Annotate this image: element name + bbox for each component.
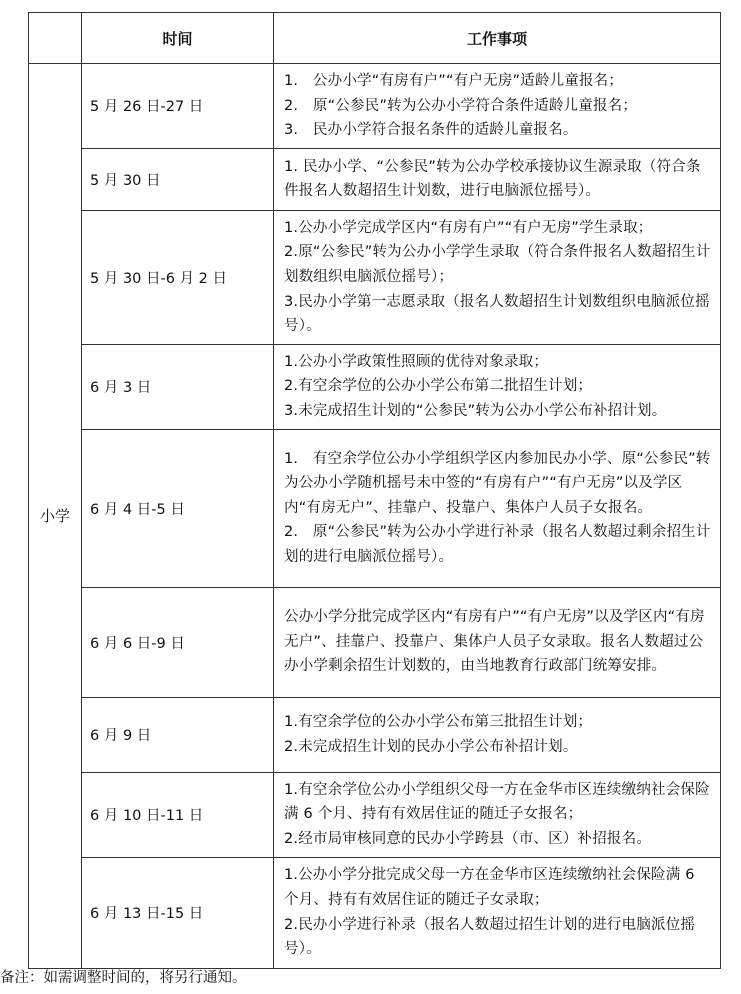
time-cell: 5 月 26 日-27 日 — [82, 64, 274, 149]
items-cell — [274, 148, 721, 210]
time-cell: 5 月 30 日 — [82, 148, 274, 210]
table-header-row — [29, 13, 721, 64]
item-line: 1.有空余学位的公办小学公布第三批招生计划； — [284, 713, 593, 730]
table-row — [29, 210, 721, 344]
item-line: 3. 民办小学符合报名条件的适龄儿童报名。 — [284, 122, 578, 139]
time-cell: 6 月 6 日-9 日 — [82, 587, 274, 697]
item-line: 2. 原“公参民”转为公办小学进行补录（报名人数超过剩余招生计划的进行电脑派位摇号）。 — [284, 524, 711, 565]
items-cell — [274, 64, 721, 149]
item-line: 1. 有空余学位公办小学组织学区内参加民办小学、原“公参民”转为公办小学随机摇号未中签的“有房有户”“有户无房”以及学区内“有房无户”、挂靠户、投靠户、集体户人员子女报名。 — [284, 450, 711, 516]
table-row — [29, 429, 721, 587]
items-cell — [274, 344, 721, 429]
items-cell — [274, 697, 721, 772]
item-line: 2.经市局审核同意的民办小学跨县（市、区）补招报名。 — [284, 830, 652, 847]
table-row — [29, 344, 721, 429]
item-line: 1.公办小学政策性照顾的优待对象录取； — [284, 353, 549, 370]
item-line: 1.公办小学分批完成父母一方在金华市区连续缴纳社会保险满 6 个月、持有有效居住证的随迁子女录取； — [284, 867, 695, 908]
header-time: 时间 — [82, 13, 274, 64]
item-line: 2.原“公参民”转为公办小学学生录取（符合条件报名人数超招生计划数组织电脑派位摇号）； — [284, 244, 711, 285]
items-cell — [274, 587, 721, 697]
item-line: 1. 民办小学、“公参民”转为公办学校承接协议生源录取（符合条件报名人数超招生计划数，进行电脑派位摇号）。 — [284, 158, 701, 200]
table-row — [29, 148, 721, 210]
time-cell: 6 月 3 日 — [82, 344, 274, 429]
header-corner-cell — [29, 13, 82, 64]
time-cell: 6 月 4 日-5 日 — [82, 429, 274, 587]
item-line: 3.未完成招生计划的“公参民”转为公办小学公布补招计划。 — [284, 402, 667, 419]
time-cell: 6 月 9 日 — [82, 697, 274, 772]
item-line: 1. 公办小学“有房有户”“有户无房”适龄儿童报名； — [284, 73, 624, 89]
table-row — [29, 857, 721, 968]
item-line: 2.民办小学进行补录（报名人数超过招生计划的进行电脑派位摇号）。 — [284, 916, 696, 958]
item-line: 3.民办小学第一志愿录取（报名人数超招生计划数组织电脑派位摇号）。 — [284, 293, 710, 335]
items-cell — [274, 210, 721, 344]
enrollment-schedule-table — [28, 12, 721, 969]
items-cell — [274, 857, 721, 968]
item-line: 2.有空余学位的公办小学公布第二批招生计划； — [284, 378, 593, 395]
item-line: 1.公办小学完成学区内“有房有户”“有户无房”学生录取； — [284, 219, 653, 236]
items-cell — [274, 772, 721, 857]
table-row — [29, 587, 721, 697]
header-items: 工作事项 — [274, 13, 721, 64]
table-row — [29, 772, 721, 857]
footnote: 备注：如需调整时间的，将另行通知。 — [0, 970, 247, 986]
item-line: 2.未完成招生计划的民办小学公布补招计划。 — [284, 738, 578, 755]
time-cell: 6 月 10 日-11 日 — [82, 772, 274, 857]
items-cell — [274, 429, 721, 587]
table-row — [29, 697, 721, 772]
item-line: 1.有空余学位公办小学组织父母一方在金华市区连续缴纳社会保险满 6 个月、持有有效居住证的随迁子女报名； — [284, 781, 710, 823]
item-line: 2. 原“公参民”转为公办小学符合条件适龄儿童报名； — [284, 97, 638, 114]
time-cell: 5 月 30 日-6 月 2 日 — [82, 210, 274, 344]
item-line: 公办小学分批完成学区内“有房有户”“有户无房”以及学区内“有房无户”、挂靠户、投靠户、集体户人员子女录取。报名人数超过公办小学剩余招生计划数的，由当地教育行政部门统筹安排。 — [284, 609, 705, 675]
time-cell: 6 月 13 日-15 日 — [82, 857, 274, 968]
table-row — [29, 64, 721, 149]
category-cell: 小学 — [29, 64, 82, 969]
